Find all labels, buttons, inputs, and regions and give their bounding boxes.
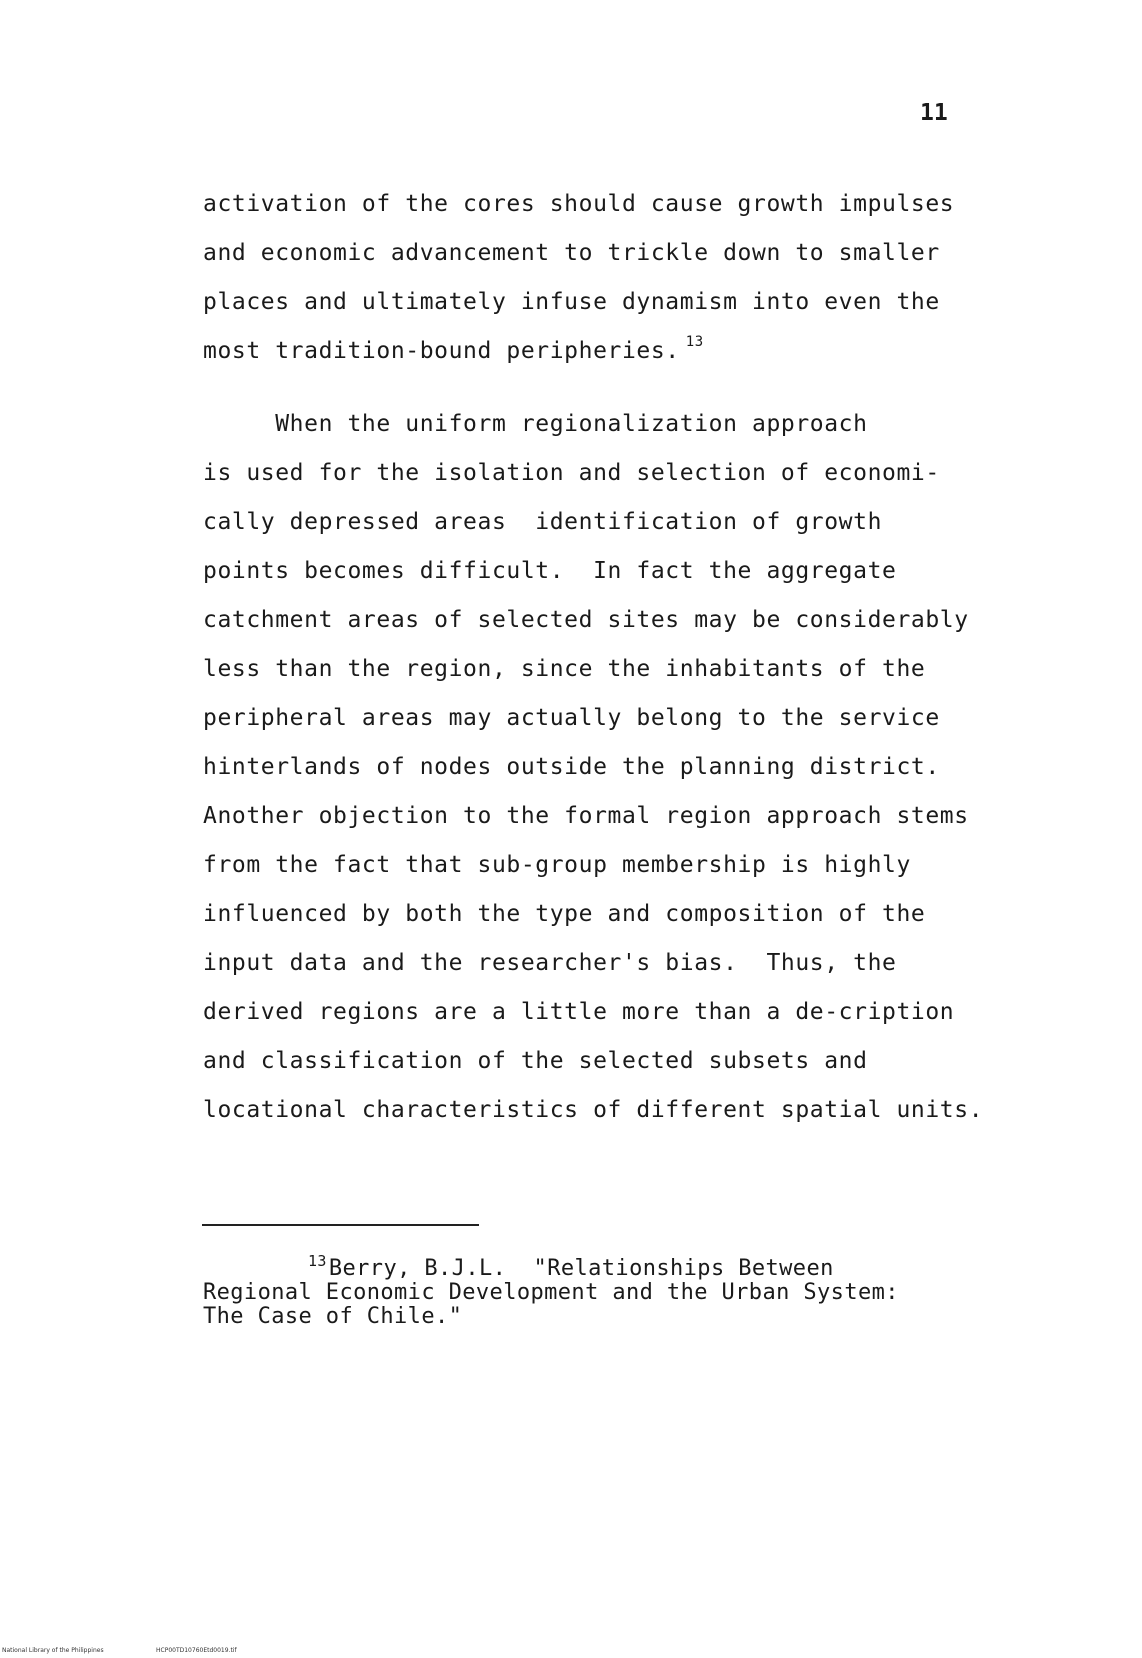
body-line: hinterlands of nodes outside the planning district. [203,754,940,780]
body-line: less than the region, since the inhabitants of the [203,656,926,682]
body-line: and economic advancement to trickle down to smaller [203,240,940,266]
footnote-reference: 13 [685,334,704,350]
body-line: places and ultimately infuse dynamism into even the [203,289,940,315]
body-line: influenced by both the type and composition of the [203,901,926,927]
file-code-footer: HCP00TD10760Etd0019.tif [156,1647,237,1654]
body-line: catchment areas of selected sites may be considerably [203,607,969,633]
body-line: is used for the isolation and selection of economi- [203,460,940,486]
footnote-separator [202,1224,479,1226]
body-line: peripheral areas may actually belong to the service [203,705,940,731]
body-line: from the fact that sub-group membership is highly [203,852,911,878]
footnote-line [308,1252,834,1281]
body-line: derived regions are a little more than a de-cription [203,999,955,1025]
body-line: Another objection to the formal region approach stems [203,803,969,829]
body-line: and classification of the selected subsets and [203,1048,868,1074]
body-line [203,334,704,364]
body-line: points becomes difficult. In fact the aggregate [203,558,897,584]
footnote-text: Berry, B.J.L. "Relationships Between [328,1256,834,1281]
body-line: locational characteristics of different spatial units. [203,1097,984,1123]
body-line: activation of the cores should cause growth impulses [203,191,955,217]
footnote-line: Regional Economic Development and the Urban System: [203,1280,899,1305]
library-footer: National Library of the Philippines [2,1647,104,1654]
footnote-number: 13 [308,1252,327,1270]
body-line: When the uniform regionalization approach [203,411,868,437]
footnote-line: The Case of Chile." [203,1304,463,1329]
body-line: input data and the researcher's bias. Thus, the [203,950,897,976]
body-line-text: most tradition-bound peripheries. [203,338,680,364]
body-line: cally depressed areas identification of growth [203,509,883,535]
page-number: 11 [920,100,948,126]
